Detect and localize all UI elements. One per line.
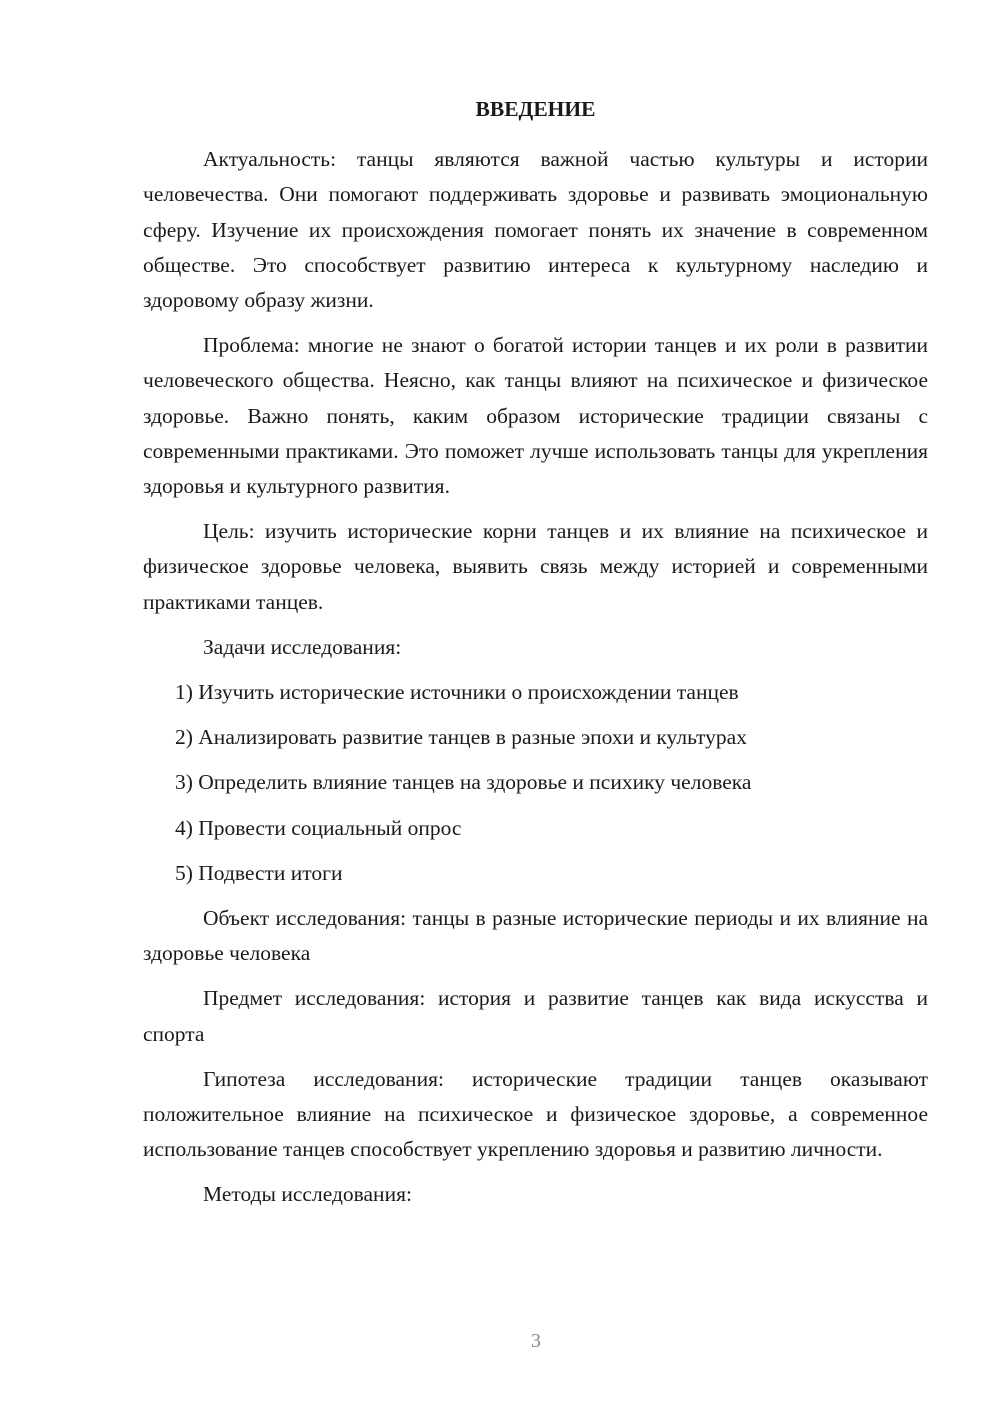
list-item: 5) Подвести итоги bbox=[175, 860, 343, 885]
list-item: 1) Изучить исторические источники о происхождении танцев bbox=[175, 680, 739, 705]
tasks-title: Задачи исследования: bbox=[203, 634, 402, 659]
problem-paragraph: Проблема: многие не знают о богатой истории танцев и их роли в развитии человеческого общества. Неясно, как танцы влияют на психическое и физическое здоровье. Важно понять, каким образом исторические традиции связаны с современными практиками. Это поможет лучше использовать танцы для укрепления здоровья и культурного развития. bbox=[143, 333, 928, 499]
list-item: 2) Анализировать развитие танцев в разные эпохи и культурах bbox=[175, 725, 747, 750]
subject-paragraph: Предмет исследования: история и развитие танцев как вида искусства и спорта bbox=[143, 986, 928, 1046]
tasks-list bbox=[143, 675, 928, 891]
page-number: 3 bbox=[531, 1330, 541, 1352]
list-item: 4) Провести социальный опрос bbox=[175, 815, 462, 840]
section-heading: ВВЕДЕНИЕ bbox=[475, 97, 596, 121]
document-page bbox=[143, 92, 928, 1213]
list-item: 3) Определить влияние танцев на здоровье и психику человека bbox=[175, 770, 752, 795]
hypothesis-paragraph: Гипотеза исследования: исторические традиции танцев оказывают положительное влияние на психическое и физическое здоровье, а современное использование танцев способствует укреплению здоровья и развитию личности. bbox=[143, 1066, 928, 1162]
goal-paragraph: Цель: изучить исторические корни танцев и их влияние на психическое и физическое здоровье человека, выявить связь между историей и современными практиками танцев. bbox=[143, 519, 928, 614]
methods-title: Методы исследования: bbox=[203, 1182, 412, 1207]
object-paragraph: Объект исследования: танцы в разные исторические периоды и их влияние на здоровье человека bbox=[143, 906, 928, 966]
relevance-paragraph: Актуальность: танцы являются важной частью культуры и истории человечества. Они помогают поддерживать здоровье и развивать эмоциональную сферу. Изучение их происхождения помогает понять их значение в современном обществе. Это способствует развитию интереса к культурному наследию и здоровому образу жизни. bbox=[143, 147, 928, 313]
